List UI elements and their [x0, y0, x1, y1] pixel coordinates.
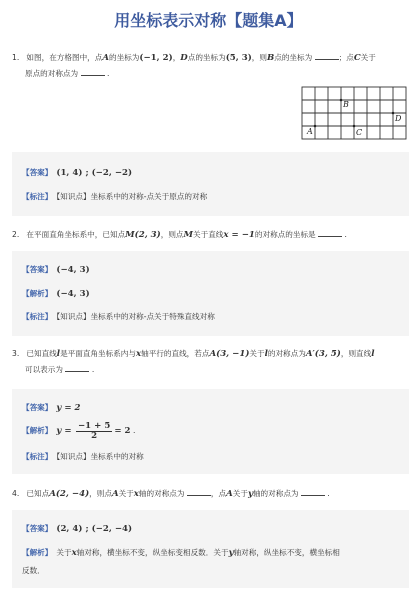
text: 的坐标为 — [109, 53, 140, 62]
text: ，则 — [251, 53, 267, 62]
math: x — [71, 548, 77, 558]
answer-tag: 【答案】 — [22, 524, 53, 533]
math: l — [371, 349, 375, 359]
text: 轴对称，纵坐标不变，横坐标相 — [233, 548, 340, 557]
answer-blank — [187, 487, 211, 496]
text: 关于 — [118, 489, 134, 498]
answer-blank — [65, 363, 89, 372]
text: 可以表示为 — [25, 365, 63, 374]
text: 点的坐标为 — [187, 53, 226, 62]
text: 轴平行的直线，若点 — [141, 349, 210, 358]
math: (−1, 2) — [139, 53, 173, 63]
text: 已知直线 — [26, 349, 57, 358]
math: x — [133, 489, 139, 499]
text: 如图，在方格图中，点 — [26, 53, 103, 62]
answer-tag: 【答案】 — [22, 265, 53, 274]
question-3 — [12, 346, 407, 377]
text: . — [132, 426, 136, 435]
question-number: 4. — [12, 489, 20, 498]
fraction-denominator: 2 — [91, 430, 98, 441]
math: l — [56, 349, 61, 359]
math: A(3, −1) — [209, 349, 250, 359]
math: y — [228, 548, 234, 558]
math: C — [353, 53, 361, 63]
text: 的对称点的坐标是 — [254, 230, 316, 239]
text: ；点 — [338, 53, 354, 62]
text: 轴的对称点为 — [252, 489, 299, 498]
answer-value: (−4, 3) — [56, 265, 90, 275]
math: x — [136, 349, 142, 359]
analysis-value: (−4, 3) — [56, 289, 90, 299]
text: 关于直线 — [193, 230, 224, 239]
text: 原点的对称点为 — [25, 69, 79, 78]
answer-box-1 — [12, 152, 409, 216]
math: A — [102, 53, 110, 63]
answer-blank — [315, 51, 339, 60]
answer-value: y = 2 — [56, 403, 81, 413]
answer-blank — [301, 487, 325, 496]
math: A′(3, 5) — [305, 349, 341, 359]
answer-tag: 【答案】 — [22, 403, 53, 412]
note-tag: 【标注】 — [22, 452, 53, 461]
text: ，则直线 — [340, 349, 372, 358]
text: 关于 — [360, 53, 376, 62]
math: B — [266, 53, 275, 63]
text: 轴的对称点为 — [138, 489, 185, 498]
answer-tag: 【答案】 — [22, 168, 53, 177]
text: 关于 — [249, 349, 265, 358]
question-number: 1. — [12, 53, 20, 62]
fraction — [76, 422, 112, 441]
note-text: 【知识点】坐标系中的对称-点关于原点的对称 — [56, 192, 208, 201]
text: . — [344, 230, 347, 239]
grid-lines — [302, 87, 406, 139]
label-C: C — [356, 128, 363, 137]
math: = 2 — [114, 426, 131, 436]
question-1 — [12, 50, 407, 81]
text: 已知点 — [26, 489, 50, 498]
math: (5, 3) — [225, 53, 252, 63]
analysis-tag: 【解析】 — [22, 548, 53, 557]
math: M(2, 3) — [125, 230, 161, 240]
coordinate-grid-figure — [301, 86, 407, 140]
text: 反数． — [22, 566, 45, 575]
text: 关于 — [56, 548, 72, 557]
text: ， — [172, 53, 181, 62]
answer-blank — [81, 67, 105, 76]
point-D — [392, 112, 395, 115]
answer-value: (1, 4) ; (−2, −2) — [56, 168, 133, 178]
question-4 — [12, 486, 407, 502]
math: A — [226, 489, 233, 499]
text: . — [327, 489, 330, 498]
math: l — [264, 349, 268, 359]
text: 关于 — [232, 489, 248, 498]
analysis-tag: 【解析】 — [22, 426, 53, 435]
analysis-tag: 【解析】 — [22, 289, 53, 298]
text: ，点 — [210, 489, 227, 498]
text: 轴对称，横坐标不变，纵坐标变相反数．关于 — [76, 548, 229, 557]
math: y — [247, 489, 253, 499]
text: . — [107, 69, 110, 78]
fraction-numerator: −1 + 5 — [77, 420, 111, 431]
question-number: 2. — [12, 230, 20, 239]
note-tag: 【标注】 — [22, 192, 53, 201]
math: A(2, −4) — [49, 489, 90, 499]
label-A: A — [307, 127, 313, 136]
answer-box-3 — [12, 389, 409, 474]
point-C — [353, 125, 356, 128]
note-tag: 【标注】 — [22, 312, 53, 321]
text: 是平面直角坐标系内与 — [60, 349, 136, 358]
text: ，则点 — [160, 230, 184, 239]
text: 在平面直角坐标系中，已知点 — [26, 230, 126, 239]
answer-value: (2, 4) ; (−2, −4) — [56, 524, 133, 534]
answer-box-4 — [12, 510, 409, 588]
text: ，则点 — [89, 489, 112, 498]
question-number: 3. — [12, 349, 20, 358]
point-B — [340, 99, 343, 102]
text: . — [91, 365, 95, 374]
note-text: 【知识点】坐标系中的对称-点关于特殊直线对称 — [56, 312, 215, 321]
point-A — [314, 125, 317, 128]
question-2 — [12, 227, 407, 243]
math: M — [183, 230, 194, 240]
page-title: 用坐标表示对称【题集A】 — [114, 11, 303, 30]
math: x = −1 — [223, 230, 255, 240]
math: A — [111, 489, 119, 499]
note-text: 【知识点】坐标系中的对称 — [56, 452, 144, 461]
label-D: D — [395, 114, 402, 123]
text: 的对称点为 — [267, 349, 306, 358]
label-B: B — [343, 100, 349, 109]
text: 点的坐标为 — [274, 53, 313, 62]
math: D — [180, 53, 188, 63]
math: y = — [56, 426, 72, 436]
answer-blank — [318, 228, 342, 237]
answer-box-2 — [12, 251, 409, 336]
